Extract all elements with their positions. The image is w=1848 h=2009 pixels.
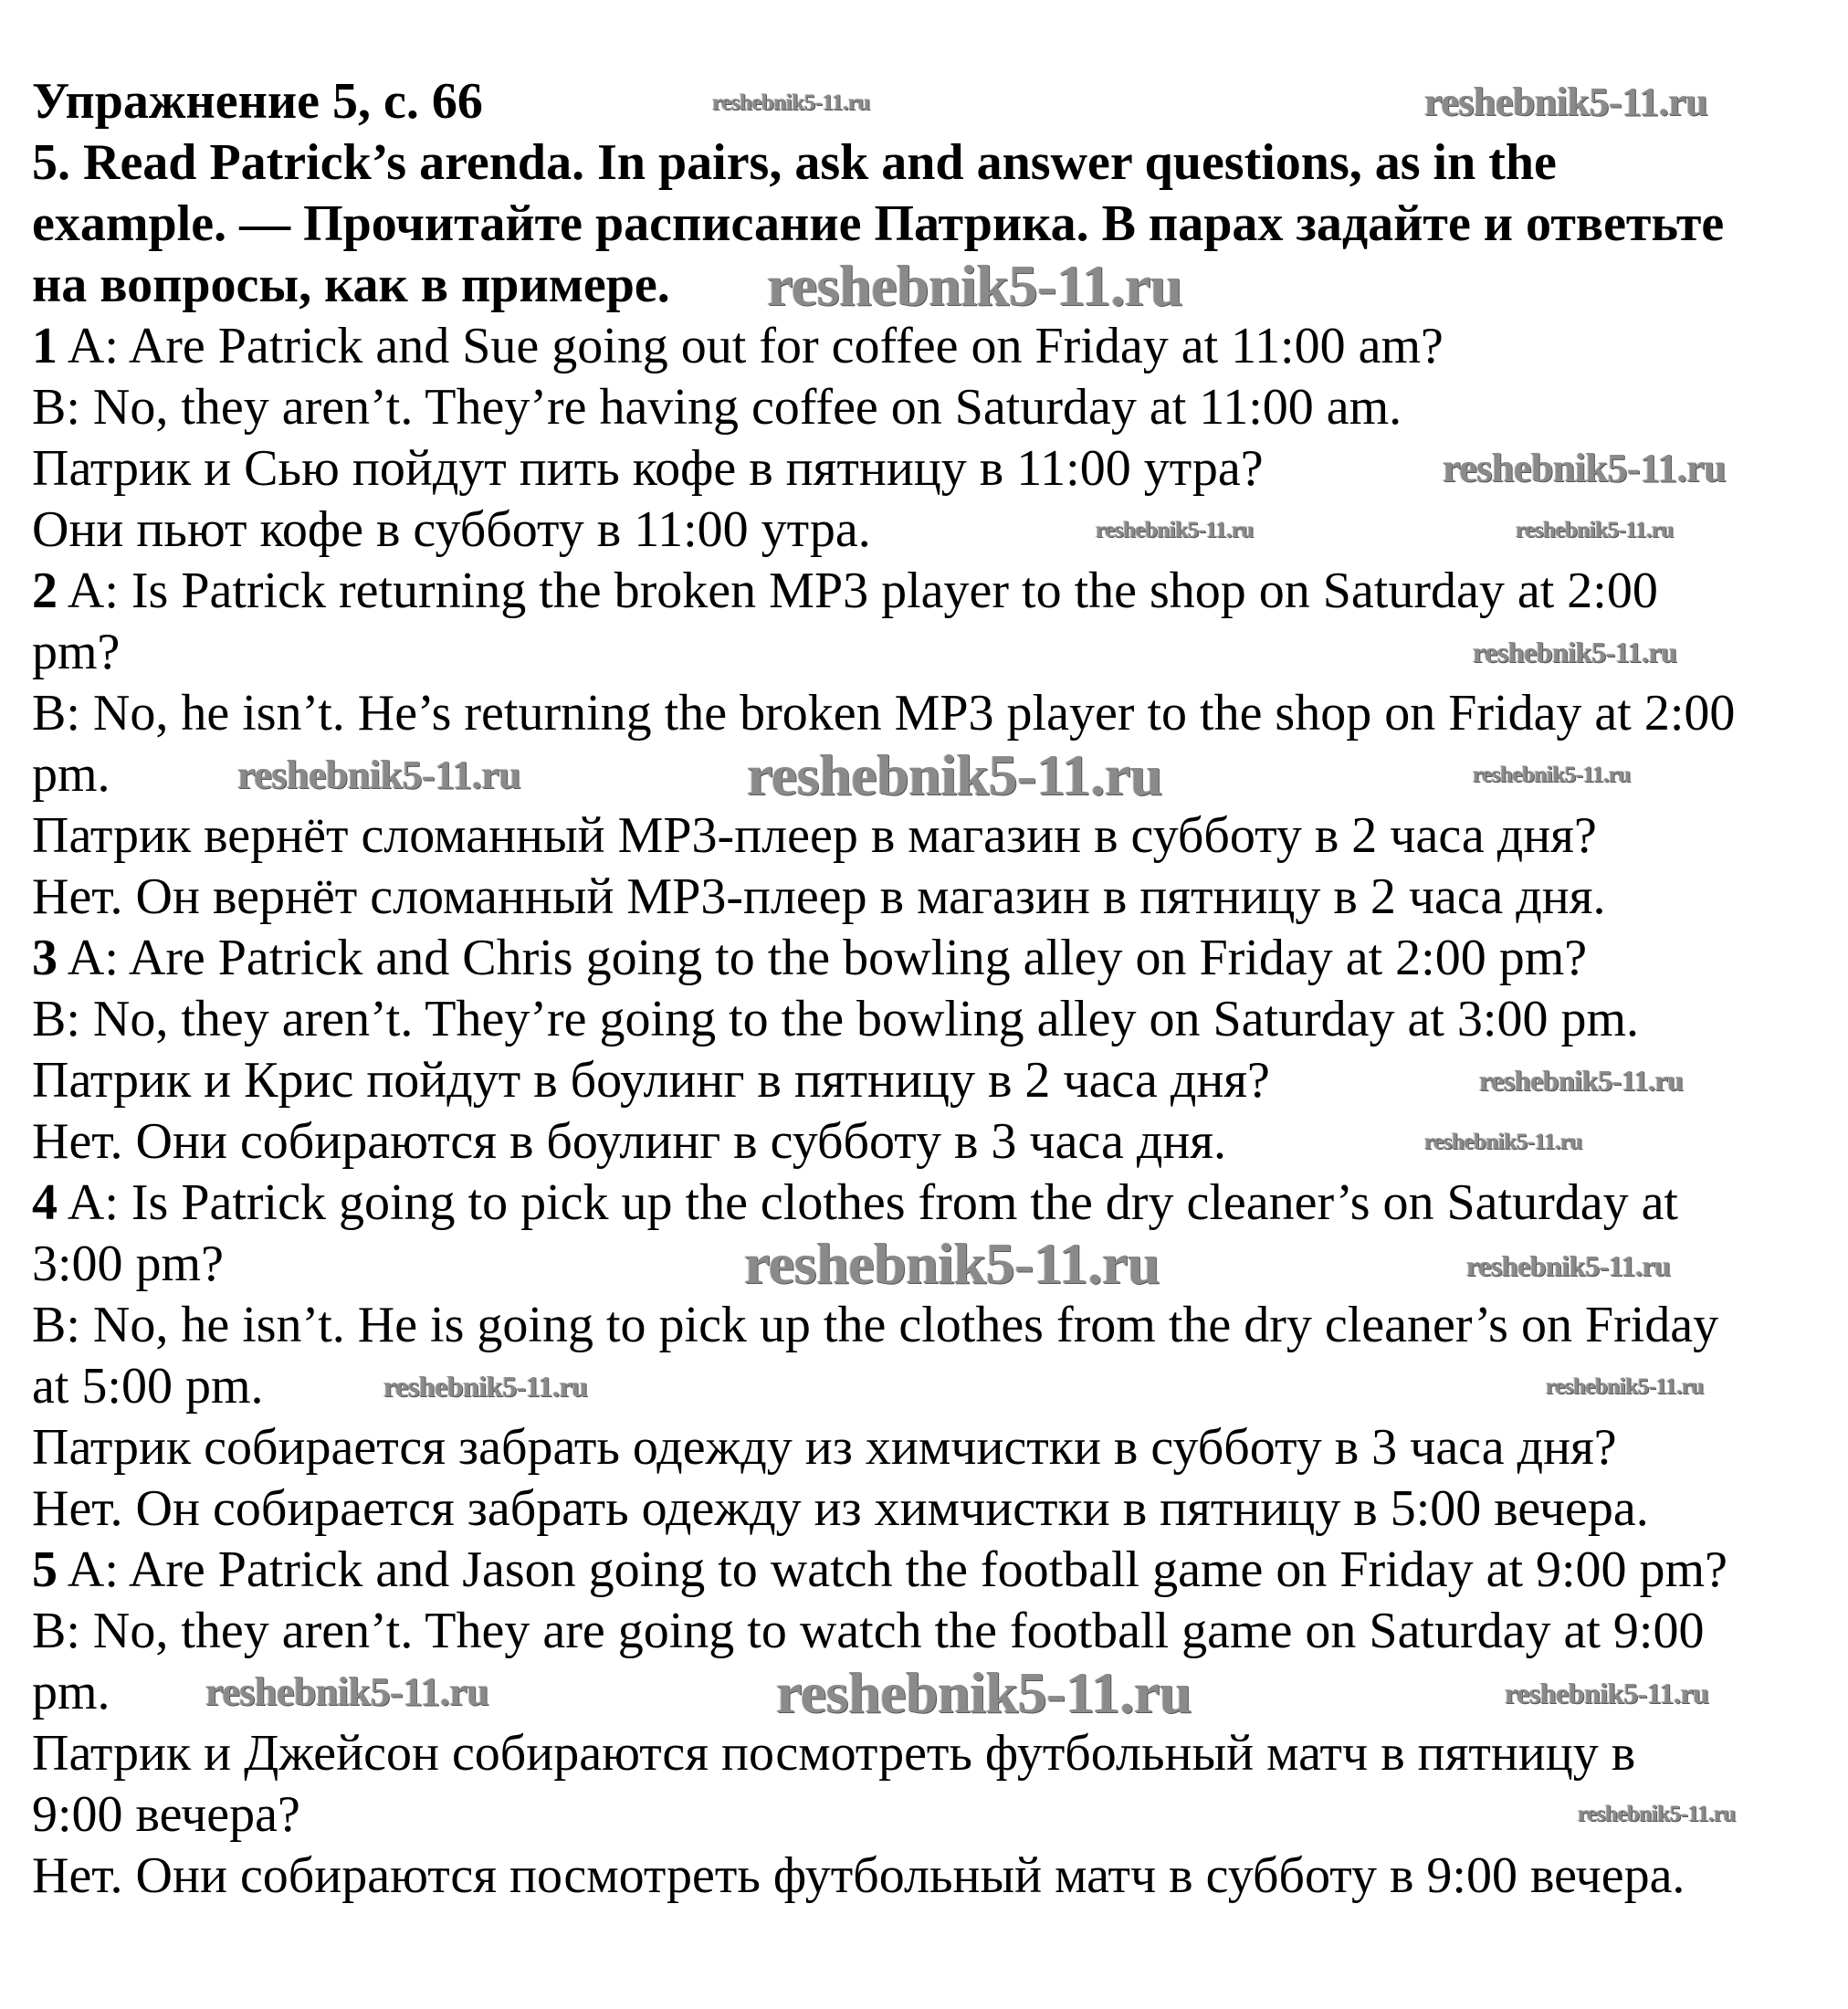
item-text: pm? (32, 624, 121, 680)
item-text: A: Are Patrick and Jason going to watch the football game on Friday at 9:00 pm? (58, 1541, 1727, 1598)
document-body (32, 71, 1835, 1907)
watermark: reshebnik5-11.ru (237, 752, 521, 797)
watermark: reshebnik5-11.ru (1479, 1064, 1684, 1097)
watermark: reshebnik5-11.ru (1424, 79, 1708, 124)
item-text: Патрик и Джейсон собираются посмотреть футбольный матч в пятницу в (32, 1725, 1636, 1782)
item-number: 5 (32, 1541, 58, 1598)
item-1-question (32, 316, 1835, 377)
item-text: Патрик и Крис пойдут в боулинг в пятницу в 2 часа дня? (32, 1052, 1270, 1109)
item-number: 2 (32, 563, 58, 619)
item-text: A: Is Patrick going to pick up the clothes from the dry cleaner’s on Saturday at (58, 1174, 1678, 1231)
item-text: Патрик и Сью пойдут пить кофе в пятницу в 11:00 утра? (32, 440, 1264, 497)
item-text: B: No, they aren’t. They are going to watch the football game on Saturday at 9:00 (32, 1603, 1705, 1659)
item-text: Патрик вернёт сломанный MP3-плеер в магазин в субботу в 2 часа дня? (32, 807, 1597, 864)
item-text: pm. (32, 1664, 110, 1720)
item-text: Нет. Они собираются посмотреть футбольный матч в субботу в 9:00 вечера. (32, 1847, 1685, 1904)
watermark: reshebnik5-11.ru (1473, 763, 1631, 787)
item-5-question (32, 1540, 1835, 1601)
watermark: reshebnik5-11.ru (1466, 1249, 1671, 1282)
item-3-question (32, 928, 1835, 989)
watermark: reshebnik5-11.ru (1096, 518, 1254, 542)
watermark: reshebnik5-11.ru (1424, 1130, 1582, 1154)
task-line: на вопросы, как в примере. (32, 257, 670, 313)
watermark: reshebnik5-11.ru (776, 1660, 1192, 1725)
item-text: B: No, he isn’t. He’s returning the broken MP3 player to the shop on Friday at 2:00 (32, 685, 1736, 742)
item-text: at 5:00 pm. (32, 1358, 264, 1415)
item-text: A: Is Patrick returning the broken MP3 player to the shop on Saturday at 2:00 (58, 563, 1658, 619)
item-text: 3:00 pm? (32, 1236, 224, 1292)
item-text: Они пьют кофе в субботу в 11:00 утра. (32, 501, 871, 558)
watermark: reshebnik5-11.ru (1578, 1802, 1736, 1826)
exercise-title: Упражнение 5, с. 66 (32, 73, 483, 130)
item-2-question (32, 561, 1835, 622)
watermark: reshebnik5-11.ru (1516, 518, 1674, 542)
task-line: example. — Прочитайте расписание Патрика. В парах задайте и ответьте (32, 195, 1725, 252)
watermark: reshebnik5-11.ru (1505, 1677, 1709, 1709)
item-text: Патрик собирается забрать одежду из химчистки в субботу в 3 часа дня? (32, 1419, 1617, 1476)
watermark: reshebnik5-11.ru (767, 253, 1182, 318)
item-text: pm. (32, 746, 110, 803)
watermark: reshebnik5-11.ru (747, 742, 1162, 807)
watermark: reshebnik5-11.ru (712, 90, 870, 115)
item-text: Нет. Он собирается забрать одежду из химчистки в пятницу в 5:00 вечера. (32, 1480, 1649, 1537)
item-4-question (32, 1173, 1835, 1234)
item-text: 9:00 вечера? (32, 1786, 300, 1843)
item-text: B: No, he isn’t. He is going to pick up the clothes from the dry cleaner’s on Friday (32, 1297, 1719, 1353)
item-text: Нет. Они собираются в боулинг в субботу в 3 часа дня. (32, 1113, 1227, 1170)
item-text: Нет. Он вернёт сломанный MP3-плеер в магазин в пятницу в 2 часа дня. (32, 868, 1606, 925)
item-number: 4 (32, 1174, 58, 1231)
watermark: reshebnik5-11.ru (383, 1370, 588, 1403)
item-text: B: No, they aren’t. They’re having coffee on Saturday at 11:00 am. (32, 379, 1402, 436)
watermark: reshebnik5-11.ru (205, 1669, 489, 1714)
item-text: A: Are Patrick and Chris going to the bowling alley on Friday at 2:00 pm? (58, 930, 1588, 986)
watermark: reshebnik5-11.ru (744, 1231, 1160, 1296)
watermark: reshebnik5-11.ru (1443, 446, 1727, 490)
item-text: A: Are Patrick and Sue going out for coffee on Friday at 11:00 am? (58, 318, 1444, 374)
watermark: reshebnik5-11.ru (1546, 1374, 1704, 1399)
item-number: 1 (32, 318, 58, 374)
watermark: reshebnik5-11.ru (1473, 636, 1677, 668)
item-text: B: No, they aren’t. They’re going to the bowling alley on Saturday at 3:00 pm. (32, 991, 1640, 1047)
task-line: 5. Read Patrick’s arenda. In pairs, ask and answer questions, as in the (32, 134, 1557, 191)
item-number: 3 (32, 930, 58, 986)
